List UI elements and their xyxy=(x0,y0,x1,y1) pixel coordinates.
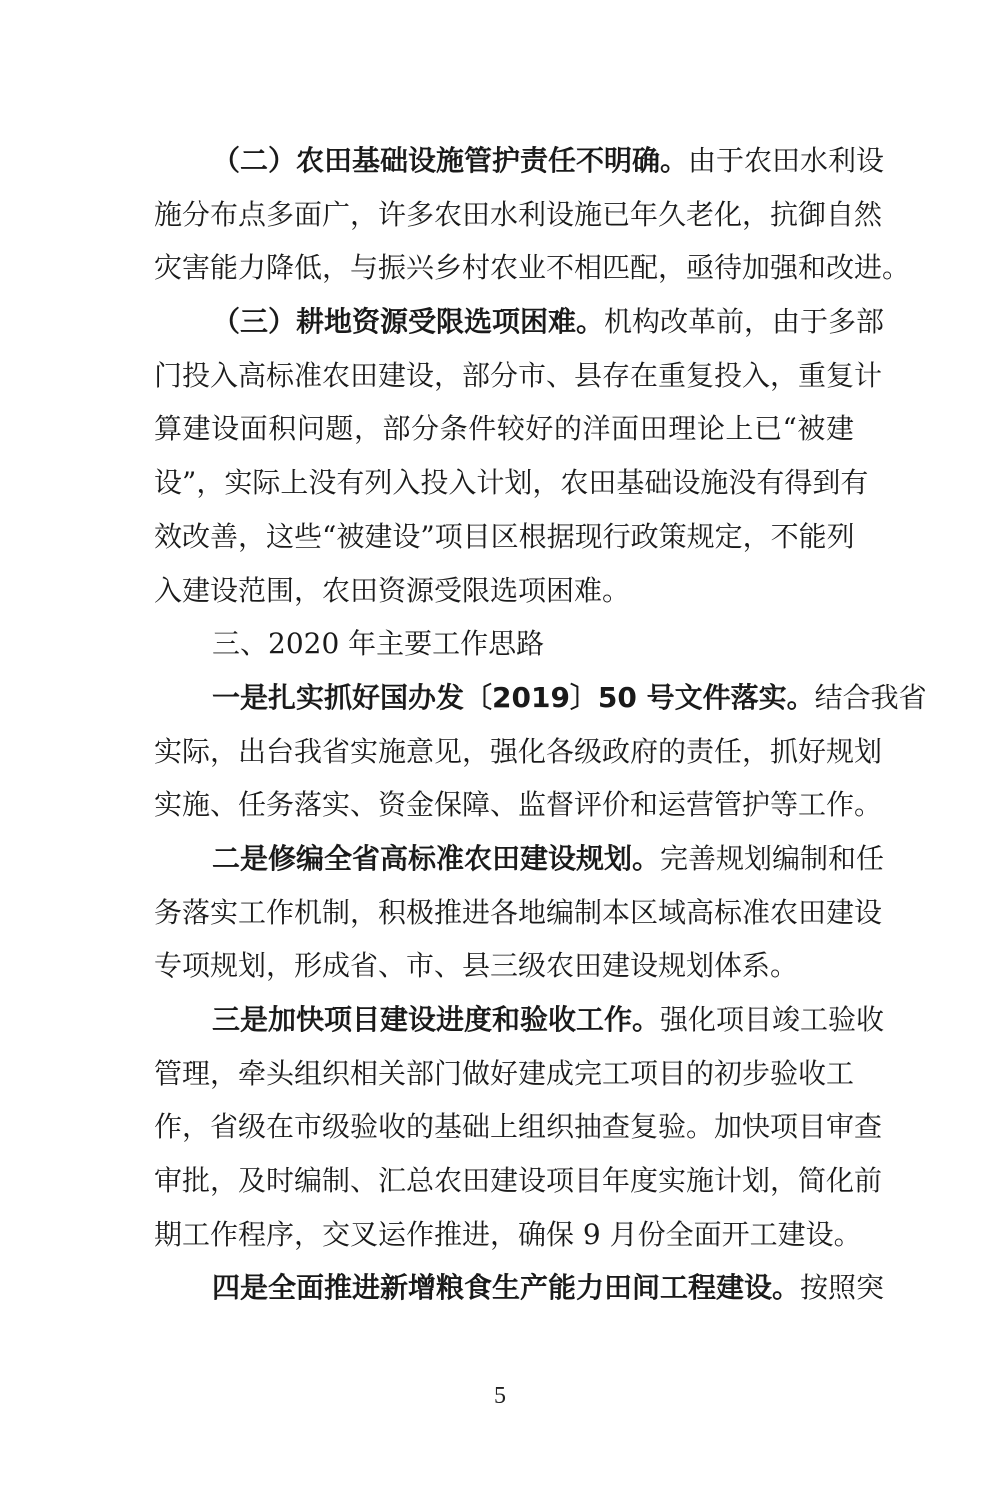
paragraph-line xyxy=(154,134,885,188)
paragraph-text: 期工作程序，交叉运作推进，确保 9 月份全面开工建设。 xyxy=(154,1217,862,1251)
paragraph-text: 算建设面积问题，部分条件较好的洋面田理论上已“被建 xyxy=(154,412,854,446)
paragraph-heading: （三）耕地资源受限选项困难。 xyxy=(212,305,605,339)
paragraph-text: 设”，实际上没有列入投入计划，农田基础设施没有得到有 xyxy=(154,466,869,500)
paragraph-text: 由于农田水利设 xyxy=(688,144,885,177)
paragraph-text: 完善规划编制和任 xyxy=(660,841,885,875)
paragraph-text: 灾害能力降低，与振兴乡村农业不相匹配，亟待加强和改进。 xyxy=(154,251,911,285)
paragraph-text: 机构改革前，由于多部 xyxy=(604,305,885,339)
paragraph-heading: 三是加快项目建设进度和验收工作。 xyxy=(212,1003,661,1036)
paragraph-text: 实施、任务落实、资金保障、监督评价和运营管护等工作。 xyxy=(154,788,883,822)
paragraph-line xyxy=(154,402,854,456)
paragraph-line xyxy=(154,1100,883,1154)
paragraph-text: 施分布点多面广，许多农田水利设施已年久老化，抗御自然 xyxy=(154,197,883,231)
paragraph-line xyxy=(154,886,883,940)
paragraph-heading: 四是全面推进新增粮食生产能力田间工程建设。 xyxy=(212,1271,801,1305)
paragraph-line xyxy=(154,725,883,779)
section-heading xyxy=(154,617,854,671)
paragraph-text: 入建设范围，农田资源受限选项困难。 xyxy=(154,573,631,607)
paragraph-text: 审批，及时编制、汇总农田建设项目年度实施计划，简化前 xyxy=(154,1164,883,1198)
paragraph-heading: （二）农田基础设施管护责任不明确。 xyxy=(212,144,689,177)
paragraph-line xyxy=(154,1154,883,1208)
paragraph-line xyxy=(154,349,883,403)
paragraph-heading: 二是修编全省高标准农田建设规划。 xyxy=(212,841,661,875)
paragraph-text: 强化项目竣工验收 xyxy=(660,1003,885,1036)
paragraph-line xyxy=(154,456,869,510)
paragraph-line xyxy=(154,1208,862,1262)
paragraph-text: 实际，出台我省实施意见，强化各级政府的责任，抓好规划 xyxy=(154,734,883,768)
paragraph-line xyxy=(154,188,883,242)
paragraph-line xyxy=(154,1261,885,1315)
page-number: 5 xyxy=(494,1383,506,1409)
paragraph-line xyxy=(154,778,883,832)
paragraph-line xyxy=(154,939,854,993)
document-body xyxy=(154,134,927,1315)
paragraph-line xyxy=(154,993,885,1047)
paragraph-line xyxy=(154,241,911,295)
paragraph-text: 作，省级在市级验收的基础上组织抽查复验。加快项目审查 xyxy=(154,1110,883,1144)
paragraph-text: 结合我省 xyxy=(814,680,927,714)
paragraph-text: 门投入高标准农田建设，部分市、县存在重复投入，重复计 xyxy=(154,358,883,392)
paragraph-line xyxy=(154,564,854,618)
paragraph-heading: 一是扎实抓好国办发〔2019〕50 号文件落实。 xyxy=(212,680,815,714)
paragraph-line xyxy=(154,295,885,349)
paragraph-text: 务落实工作机制，积极推进各地编制本区域高标准农田建设 xyxy=(154,895,883,929)
paragraph-line xyxy=(154,510,854,564)
paragraph-text: 管理，牵头组织相关部门做好建成完工项目的初步验收工 xyxy=(154,1056,855,1090)
paragraph-line xyxy=(154,671,927,725)
paragraph-text: 专项规划，形成省、市、县三级农田建设规划体系。 xyxy=(154,949,799,983)
paragraph-text: 效改善，这些“被建设”项目区根据现行政策规定，不能列 xyxy=(154,519,855,553)
section-heading-text: 三、2020 年主要工作思路 xyxy=(212,627,545,661)
paragraph-line xyxy=(154,1047,854,1101)
paragraph-text: 按照突 xyxy=(800,1271,885,1305)
paragraph-line xyxy=(154,832,885,886)
